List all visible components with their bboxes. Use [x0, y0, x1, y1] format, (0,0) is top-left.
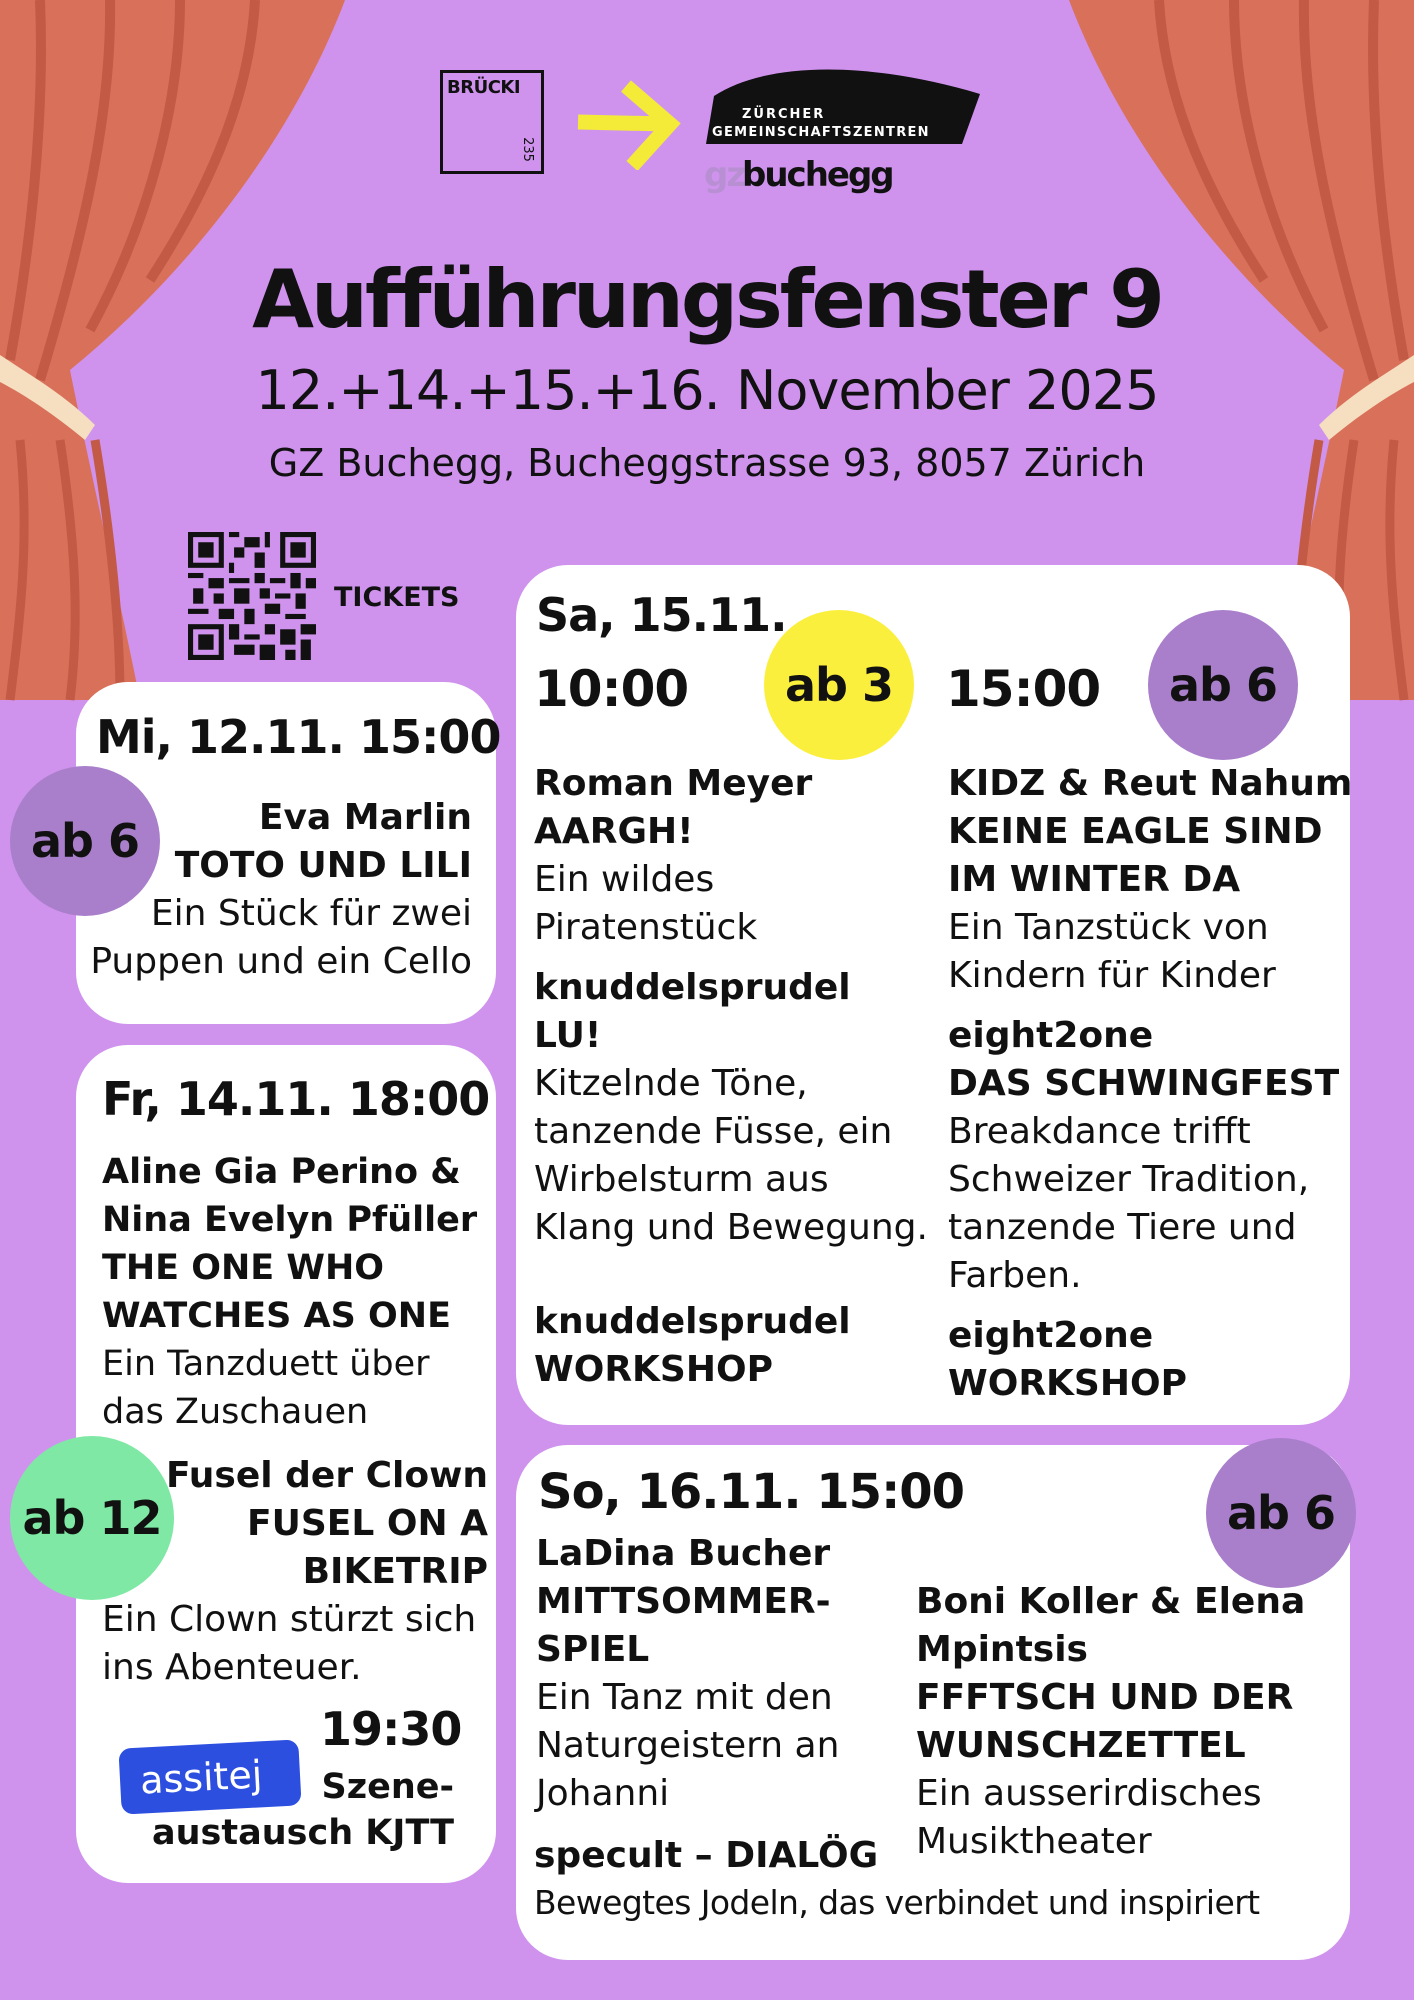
sat-right-desc2: Farben.	[948, 1255, 1082, 1296]
sun-left-desc: Ein Tanz mit den	[536, 1677, 833, 1718]
sat-left-shows	[534, 760, 928, 1394]
wed-desc-line: Ein Stück für zwei	[150, 893, 472, 934]
bruecki-logo-text: BRÜCKI	[447, 77, 521, 98]
sat-left-desc2: Kitzelnde Töne,	[534, 1063, 808, 1104]
sun-right-artist: Boni Koller & Elena	[916, 1581, 1306, 1622]
sat-right-title: KEINE EAGLE SIND	[948, 811, 1323, 852]
sat-right-title: IM WINTER DA	[948, 859, 1241, 900]
zgz-logo-line1: ZÜRCHER	[742, 107, 826, 122]
sat-right-desc2: Schweizer Tradition,	[948, 1159, 1310, 1200]
age-badge-sat-left: ab 3	[764, 610, 914, 760]
sun-left-title: MITTSOMMER-	[536, 1581, 831, 1622]
sat-right-title2: DAS SCHWINGFEST	[948, 1063, 1340, 1104]
sat-right-desc: Kindern für Kinder	[948, 955, 1276, 996]
sun-right-artist: Mpintsis	[916, 1629, 1088, 1670]
fri-event2-line: Szene-	[321, 1767, 454, 1807]
sat-right-artist2: eight2one	[948, 1015, 1154, 1056]
age-badge-sat-right: ab 6	[1148, 610, 1298, 760]
fri-show1-title: THE ONE WHO	[102, 1248, 385, 1288]
sat-left-desc: Ein wildes	[534, 859, 715, 900]
bruecki-logo-number: 235	[519, 137, 535, 162]
wed-show	[90, 794, 472, 986]
fri-show1-desc: das Zuschauen	[102, 1392, 369, 1432]
sun-right-title: WUNSCHZETTEL	[916, 1725, 1246, 1766]
wed-desc-line: Puppen und ein Cello	[90, 941, 472, 982]
sat-left-ws-title: WORKSHOP	[534, 1349, 773, 1390]
sat-left-desc2: Wirbelsturm aus	[534, 1159, 829, 1200]
wed-heading: Mi, 12.11. 15:00	[96, 710, 501, 764]
fri-show2-desc-line: ins Abenteuer.	[102, 1647, 362, 1688]
fri-show2-artist: Fusel der Clown	[166, 1455, 488, 1496]
sun-left-desc: Naturgeistern an	[536, 1725, 840, 1766]
fri-show2-desc-line: Ein Clown stürzt sich	[102, 1599, 477, 1640]
sat-left-ws-artist: knuddelsprudel	[534, 1301, 851, 1342]
sat-left-desc2: tanzende Füsse, ein	[534, 1111, 893, 1152]
fri-time2: 19:30	[320, 1702, 462, 1756]
sat-right-time: 15:00	[946, 660, 1101, 718]
fri-event2	[152, 1764, 454, 1856]
gz-logo-prefix: gz	[704, 155, 745, 195]
sun-left-show	[536, 1530, 839, 1818]
age-badge-sun: ab 6	[1206, 1438, 1356, 1588]
sun-right-desc: Ein ausserirdisches	[916, 1773, 1262, 1814]
tickets-label[interactable]: TICKETS	[334, 582, 460, 613]
sat-left-artist: Roman Meyer	[534, 763, 813, 804]
fri-show1-artist: Aline Gia Perino &	[102, 1152, 461, 1192]
sat-left-time: 10:00	[534, 660, 689, 718]
sat-right-desc: Ein Tanzstück von	[948, 907, 1269, 948]
fri-heading: Fr, 14.11. 18:00	[102, 1072, 490, 1126]
sun-right-title: FFFTSCH UND DER	[916, 1677, 1294, 1718]
sat-right-shows	[948, 760, 1352, 1408]
sat-right-desc2: tanzende Tiere und	[948, 1207, 1297, 1248]
fri-show2	[166, 1452, 488, 1596]
sun-left-artist: LaDina Bucher	[536, 1533, 831, 1574]
sun-third-desc: Bewegtes Jodeln, das verbindet und inspiriert	[534, 1883, 1260, 1922]
fri-show1-artist: Nina Evelyn Pfüller	[102, 1200, 478, 1240]
age-badge-wed: ab 6	[10, 766, 160, 916]
sat-right-ws-title: WORKSHOP	[948, 1363, 1187, 1404]
sat-left-title: AARGH!	[534, 811, 694, 852]
sat-right-desc2: Breakdance trifft	[948, 1111, 1251, 1152]
wed-artist: Eva Marlin	[258, 797, 472, 838]
wed-title: TOTO UND LILI	[174, 845, 472, 886]
fri-show2-title: FUSEL ON A	[247, 1503, 488, 1544]
fri-show2-desc	[102, 1596, 476, 1692]
sat-right-ws-artist: eight2one	[948, 1315, 1154, 1356]
bruecki-logo	[440, 70, 544, 174]
fri-show2-title: BIKETRIP	[302, 1551, 488, 1592]
sat-right-artist: KIDZ & Reut Nahum	[948, 763, 1353, 804]
zgz-logo-line2: GEMEINSCHAFTSZENTREN	[712, 125, 930, 140]
sun-left-title: SPIEL	[536, 1629, 650, 1670]
buchegg-logo: buchegg	[742, 155, 893, 195]
sat-left-desc: Piratenstück	[534, 907, 758, 948]
fri-show1	[102, 1148, 477, 1436]
arrow-right-icon	[574, 78, 686, 170]
fri-show1-desc: Ein Tanzduett über	[102, 1344, 430, 1384]
sat-left-title2: LU!	[534, 1015, 602, 1056]
sun-third-title: specult – DIALÖG	[534, 1835, 879, 1876]
fri-show1-title: WATCHES AS ONE	[102, 1296, 451, 1336]
venue-address: GZ Buchegg, Bucheggstrasse 93, 8057 Zürich	[268, 441, 1146, 485]
qr-code[interactable]	[188, 532, 316, 660]
sun-left-desc: Johanni	[536, 1773, 670, 1814]
sun-right-show	[916, 1578, 1305, 1866]
sun-heading: So, 16.11. 15:00	[538, 1464, 965, 1520]
event-dates: 12.+14.+15.+16. November 2025	[255, 359, 1159, 422]
sat-left-artist2: knuddelsprudel	[534, 967, 851, 1008]
assitej-logo-text: assitej	[138, 1752, 264, 1803]
page-title: Aufführungsfenster 9	[252, 253, 1162, 346]
age-badge-fri: ab 12	[10, 1436, 174, 1600]
sat-left-desc2: Klang und Bewegung.	[534, 1207, 928, 1248]
sun-right-desc: Musiktheater	[916, 1821, 1152, 1862]
fri-event2-line: austausch KJTT	[151, 1813, 454, 1853]
sat-heading: Sa, 15.11.	[536, 588, 787, 642]
